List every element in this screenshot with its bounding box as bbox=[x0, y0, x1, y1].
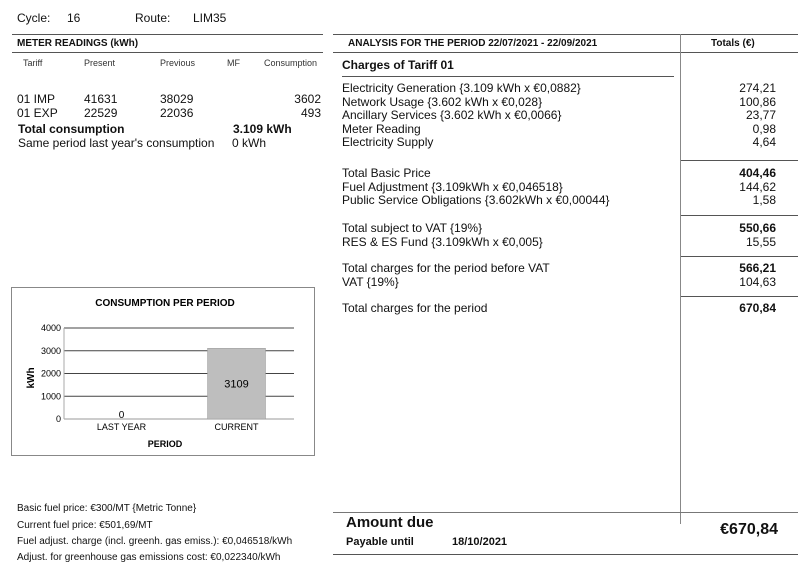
present: 22529 bbox=[84, 106, 118, 120]
consumption: 493 bbox=[300, 106, 321, 120]
chart-ytick-label: 2000 bbox=[40, 368, 61, 379]
col-present: Present bbox=[84, 58, 116, 68]
total-consumption-label: Total consumption bbox=[18, 122, 125, 136]
charge-value: 274,21 bbox=[739, 81, 776, 95]
payable-until-date: 18/10/2021 bbox=[452, 536, 508, 548]
totals-separator bbox=[681, 256, 798, 257]
charge-value: 15,55 bbox=[745, 234, 776, 249]
charge-label: Total charges for the period before VAT bbox=[342, 261, 550, 275]
charge-value: 144,62 bbox=[739, 179, 776, 194]
amount-due-value: €670,84 bbox=[720, 521, 778, 538]
col-previous: Previous bbox=[160, 58, 196, 68]
divider bbox=[333, 554, 798, 555]
analysis-title: ANALYSIS FOR THE PERIOD 22/07/2021 - 22/09/2021 bbox=[348, 38, 598, 49]
col-tariff: Tariff bbox=[23, 58, 43, 68]
fuel-note: Fuel adjust. charge (incl. greenh. gas emiss.): €0,046518/kWh bbox=[17, 536, 293, 547]
charge-label: Ancillary Services {3.602 kWh x €0,0066} bbox=[342, 108, 562, 122]
charge-value: 100,86 bbox=[739, 94, 776, 109]
chart-data-label: 3109 bbox=[224, 378, 249, 391]
tariff-heading: Charges of Tariff 01 bbox=[342, 58, 454, 72]
cycle-label: Cycle: bbox=[17, 11, 51, 25]
fuel-note: Basic fuel price: €300/MT {Metric Tonne} bbox=[17, 503, 197, 514]
totals-separator bbox=[681, 296, 798, 297]
chart-ytick-label: 1000 bbox=[40, 391, 61, 402]
charge-label: Public Service Obligations {3.602kWh x €0,00044} bbox=[342, 193, 610, 207]
totals-separator bbox=[681, 160, 798, 161]
chart-category-label: LAST YEAR bbox=[96, 422, 147, 432]
charge-value: 404,46 bbox=[739, 166, 776, 180]
tariff: 01 EXP bbox=[17, 106, 58, 120]
charge-value: 0,98 bbox=[752, 121, 776, 136]
chart-ytick-label: 0 bbox=[55, 414, 61, 424]
last-year-value: 0 kWh bbox=[232, 136, 267, 150]
col-consumption: Consumption bbox=[264, 58, 318, 68]
consumption-chart bbox=[11, 287, 315, 456]
route-value: LIM35 bbox=[193, 11, 227, 25]
amount-due-label: Amount due bbox=[346, 514, 434, 531]
charge-value: 104,63 bbox=[739, 274, 776, 289]
charge-label: Total charges for the period bbox=[342, 301, 488, 315]
column-divider bbox=[680, 34, 681, 524]
meter-readings-title: METER READINGS (kWh) bbox=[17, 38, 139, 49]
charge-value: 1,58 bbox=[752, 193, 776, 207]
divider bbox=[342, 76, 674, 77]
chart-ytick-label: 3000 bbox=[40, 345, 61, 356]
fuel-note: Adjust. for greenhouse gas emissions cost: €0,022340/kWh bbox=[17, 552, 281, 563]
tariff: 01 IMP bbox=[17, 92, 56, 106]
cycle-value: 16 bbox=[67, 11, 81, 25]
charge-label: VAT {19%} bbox=[342, 274, 399, 289]
charge-value: 670,84 bbox=[739, 301, 776, 315]
charge-label: Total Basic Price bbox=[342, 166, 431, 180]
totals-separator bbox=[681, 215, 798, 216]
consumption: 3602 bbox=[294, 92, 321, 106]
divider bbox=[12, 34, 323, 35]
last-year-label: Same period last year's consumption bbox=[18, 136, 215, 150]
col-mf: MF bbox=[227, 58, 240, 68]
charge-value: 550,66 bbox=[739, 221, 776, 235]
divider bbox=[333, 52, 798, 53]
divider bbox=[333, 34, 798, 35]
divider bbox=[12, 52, 323, 53]
present: 41631 bbox=[84, 92, 118, 106]
charge-label: Network Usage {3.602 kWh x €0,028} bbox=[342, 94, 543, 109]
chart-ytick-label: 4000 bbox=[40, 323, 61, 333]
charge-value: 4,64 bbox=[752, 135, 776, 149]
charge-label: Electricity Supply bbox=[342, 135, 434, 149]
route-label: Route: bbox=[135, 11, 171, 25]
total-consumption-value: 3.109 kWh bbox=[233, 122, 292, 136]
charge-value: 23,77 bbox=[745, 108, 776, 122]
consumption-chart-svg bbox=[12, 288, 314, 455]
chart-data-label: 0 bbox=[118, 410, 125, 421]
chart-ylabel: kWh bbox=[26, 367, 37, 389]
chart-title: CONSUMPTION PER PERIOD bbox=[95, 298, 235, 309]
fuel-note: Current fuel price: €501,69/MT bbox=[17, 520, 153, 531]
charge-label: Fuel Adjustment {3.109kWh x €0,046518} bbox=[342, 179, 563, 194]
charge-label: Total subject to VAT {19%} bbox=[342, 221, 483, 235]
charge-value: 566,21 bbox=[739, 261, 776, 275]
charge-label: RES & ES Fund {3.109kWh x €0,005} bbox=[342, 234, 543, 249]
previous: 38029 bbox=[160, 92, 194, 106]
charge-label: Meter Reading bbox=[342, 121, 421, 136]
payable-until-label: Payable until bbox=[346, 536, 414, 548]
previous: 22036 bbox=[160, 106, 194, 120]
divider bbox=[333, 512, 798, 513]
chart-xlabel: PERIOD bbox=[147, 439, 183, 449]
charge-label: Electricity Generation {3.109 kWh x €0,0882} bbox=[342, 81, 581, 95]
chart-category-label: CURRENT bbox=[214, 422, 259, 432]
totals-header: Totals (€) bbox=[711, 38, 755, 49]
